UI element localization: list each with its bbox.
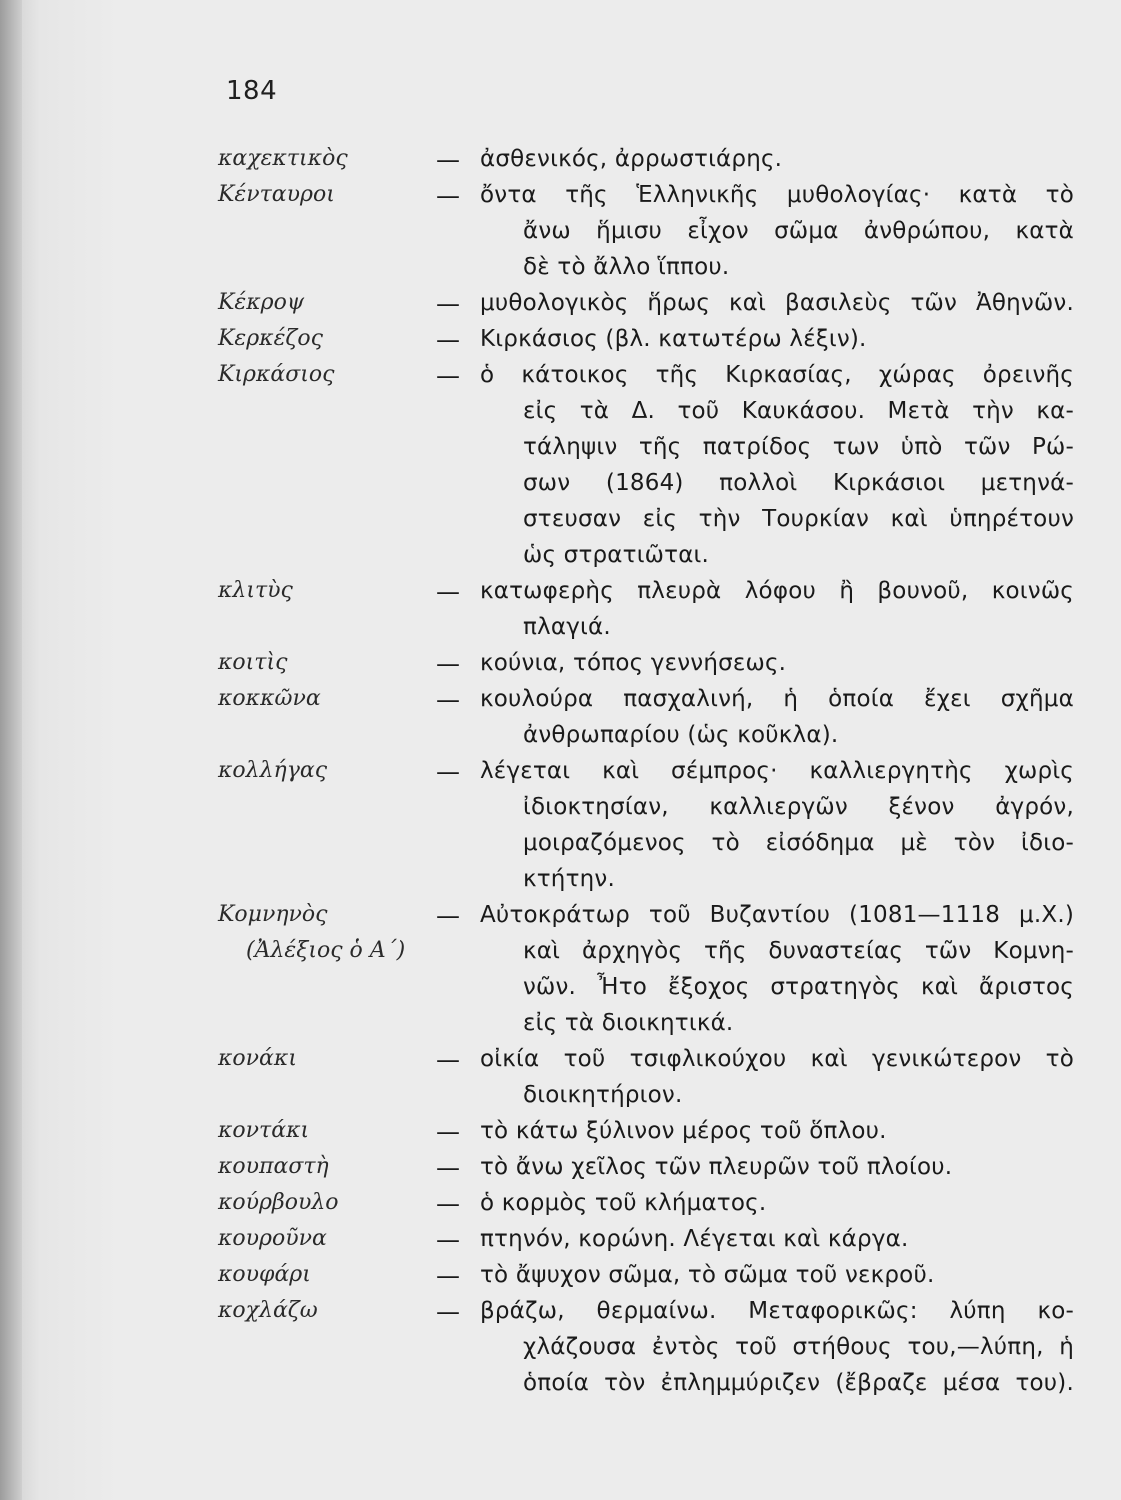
entry-term: Κιρκάσιος: [218, 362, 335, 387]
entry-definition-line: διοικητήριον.: [523, 1082, 683, 1108]
entry-continuation: [0, 938, 1121, 972]
entry-term: κουροῦνα: [218, 1226, 327, 1251]
entry-definition-line: πτηνόν, κορώνη. Λέγεται καὶ κάργα.: [480, 1226, 909, 1252]
glossary-entry: [0, 650, 1121, 684]
entry-definition-line: τὸ ἄνω χεῖλος τῶν πλευρῶν τοῦ πλοίου.: [480, 1154, 953, 1180]
entry-term: Κομνηνὸς: [218, 902, 328, 927]
glossary-entry: [0, 290, 1121, 324]
glossary-entry: [0, 1154, 1121, 1188]
entry-dash: —: [436, 686, 460, 714]
entry-subterm: (Ἀλέξιος ὁ Α΄): [246, 938, 406, 963]
entry-dash: —: [436, 146, 460, 174]
entry-definition-line: ὁποία τὸν ἐπλημμύριζεν (ἔβραζε μέσα του).: [523, 1370, 1074, 1396]
entry-definition-line: ἀσθενικός, ἀρρωστιάρης.: [480, 146, 783, 172]
entry-dash: —: [436, 362, 460, 390]
entry-definition-line: στευσαν εἰς τὴν Τουρκίαν καὶ ὑπηρέτουν: [523, 506, 1074, 532]
glossary-entry: [0, 1226, 1121, 1260]
entry-definition-line: χλάζουσα ἐντὸς τοῦ στήθους του,—λύπη, ἡ: [523, 1334, 1074, 1360]
entry-definition-line: κτήτην.: [523, 866, 615, 892]
entry-dash: —: [436, 758, 460, 786]
entry-dash: —: [436, 1226, 460, 1254]
entry-definition-line: ἄνω ἥμισυ εἶχον σῶμα ἀνθρώπου, κατὰ: [523, 218, 1074, 244]
glossary-entry: [0, 182, 1121, 216]
entry-dash: —: [436, 326, 460, 354]
entry-dash: —: [436, 1190, 460, 1218]
entry-dash: —: [436, 1262, 460, 1290]
entry-continuation: [0, 542, 1121, 576]
entry-definition-line: ἀνθρωπαρίου (ὡς κοῦκλα).: [523, 722, 839, 748]
entry-definition-line: σων (1864) πολλοὶ Κιρκάσιοι μετηνά-: [523, 470, 1074, 496]
entry-term: κονάκι: [218, 1046, 297, 1071]
entry-term: Κένταυροι: [218, 182, 335, 207]
entry-definition-line: ὁ κορμὸς τοῦ κλήματος.: [480, 1190, 767, 1216]
entry-term: κοκκῶνα: [218, 686, 321, 711]
entry-definition-line: κούνια, τόπος γεννήσεως.: [480, 650, 787, 676]
entry-term: κοιτὶς: [218, 650, 288, 675]
entry-definition-line: μυθολογικὸς ἥρως καὶ βασιλεὺς τῶν Ἀθηνῶν.: [480, 290, 1074, 316]
entry-continuation: [0, 434, 1121, 468]
entry-continuation: [0, 1082, 1121, 1116]
entry-continuation: [0, 218, 1121, 252]
entry-definition-line: πλαγιά.: [523, 614, 611, 640]
entry-continuation: [0, 974, 1121, 1008]
entry-continuation: [0, 866, 1121, 900]
entry-term: Κερκέζος: [218, 326, 323, 351]
entry-term: καχεκτικὸς: [218, 146, 348, 171]
entry-dash: —: [436, 578, 460, 606]
entry-continuation: [0, 470, 1121, 504]
entry-dash: —: [436, 1154, 460, 1182]
entry-dash: —: [436, 650, 460, 678]
glossary-entry: [0, 686, 1121, 720]
glossary-entry: [0, 326, 1121, 360]
entry-continuation: [0, 398, 1121, 432]
entry-continuation: [0, 1334, 1121, 1368]
entry-definition-line: κουλούρα πασχαλινή, ἡ ὁποία ἔχει σχῆμα: [480, 686, 1074, 712]
entry-definition-line: δὲ τὸ ἄλλο ἵππου.: [523, 254, 730, 280]
entry-continuation: [0, 1370, 1121, 1404]
entry-definition-line: ὁ κάτοικος τῆς Κιρκασίας, χώρας ὀρεινῆς: [480, 362, 1074, 388]
entry-continuation: [0, 614, 1121, 648]
entry-dash: —: [436, 1118, 460, 1146]
entry-term: κοντάκι: [218, 1118, 310, 1143]
entry-dash: —: [436, 290, 460, 318]
entry-term: κουφάρι: [218, 1262, 311, 1287]
entry-dash: —: [436, 182, 460, 210]
entry-dash: —: [436, 1046, 460, 1074]
glossary-entry: [0, 1298, 1121, 1332]
entry-continuation: [0, 722, 1121, 756]
page-number: 184: [226, 76, 278, 106]
entry-definition-line: καὶ ἀρχηγὸς τῆς δυναστείας τῶν Κομνη-: [523, 938, 1074, 964]
glossary-entry: [0, 1118, 1121, 1152]
glossary-entry: [0, 902, 1121, 936]
entry-definition-line: μοιραζόμενος τὸ εἰσόδημα μὲ τὸν ἰδιο-: [523, 830, 1074, 856]
entry-continuation: [0, 506, 1121, 540]
entry-term: κουπαστὴ: [218, 1154, 329, 1179]
entry-definition-line: ὄντα τῆς Ἑλληνικῆς μυθολογίας· κατὰ τὸ: [480, 182, 1074, 208]
entry-term: Κέκροψ: [218, 290, 305, 315]
entry-definition-line: Κιρκάσιος (βλ. κατωτέρω λέξιν).: [480, 326, 867, 352]
entry-term: κοχλάζω: [218, 1298, 318, 1323]
glossary-entry: [0, 1262, 1121, 1296]
entry-definition-line: οἰκία τοῦ τσιφλικούχου καὶ γενικώτερον τὸ: [480, 1046, 1074, 1072]
entry-definition-line: κατωφερὴς πλευρὰ λόφου ἢ βουνοῦ, κοινῶς: [480, 578, 1074, 604]
glossary-entry: [0, 758, 1121, 792]
entry-definition-line: λέγεται καὶ σέμπρος· καλλιεργητὴς χωρὶς: [480, 758, 1074, 784]
glossary-entry: [0, 362, 1121, 396]
entry-definition-line: ὡς στρατιῶται.: [523, 542, 710, 568]
entry-continuation: [0, 794, 1121, 828]
entry-definition-line: νῶν. Ἦτο ἔξοχος στρατηγὸς καὶ ἄριστος: [523, 974, 1074, 1000]
entry-definition-line: τάληψιν τῆς πατρίδος των ὑπὸ τῶν Ρώ-: [523, 434, 1074, 460]
glossary-entry: [0, 1046, 1121, 1080]
entry-continuation: [0, 1010, 1121, 1044]
entry-term: κλιτὺς: [218, 578, 293, 603]
entry-definition-line: εἰς τὰ Δ. τοῦ Καυκάσου. Μετὰ τὴν κα-: [523, 398, 1074, 424]
entry-dash: —: [436, 1298, 460, 1326]
glossary-entry: [0, 146, 1121, 180]
entry-definition-line: εἰς τὰ διοικητικά.: [523, 1010, 734, 1036]
entry-term: κούρβουλο: [218, 1190, 339, 1215]
entry-definition-line: ἰδιοκτησίαν, καλλιεργῶν ξένον ἀγρόν,: [523, 794, 1074, 820]
entry-continuation: [0, 830, 1121, 864]
entry-term: κολλήγας: [218, 758, 328, 783]
entry-definition-line: τὸ κάτω ξύλινον μέρος τοῦ ὅπλου.: [480, 1118, 887, 1144]
entry-continuation: [0, 254, 1121, 288]
entry-definition-line: τὸ ἄψυχον σῶμα, τὸ σῶμα τοῦ νεκροῦ.: [480, 1262, 935, 1288]
entry-definition-line: βράζω, θερμαίνω. Μεταφορικῶς: λύπη κο-: [480, 1298, 1074, 1324]
entry-dash: —: [436, 902, 460, 930]
glossary-entry: [0, 1190, 1121, 1224]
glossary-entry: [0, 578, 1121, 612]
entry-definition-line: Αὐτοκράτωρ τοῦ Βυζαντίου (1081—1118 μ.Χ.): [480, 902, 1074, 928]
